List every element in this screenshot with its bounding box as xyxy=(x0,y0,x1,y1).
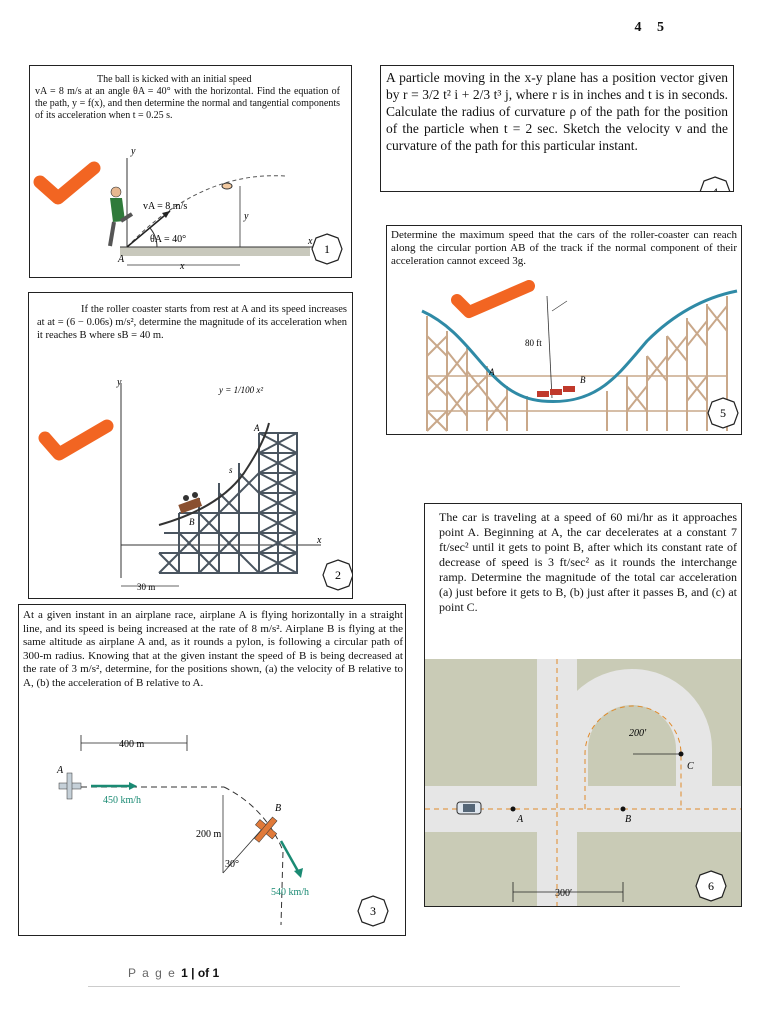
problem-4-panel xyxy=(380,65,734,199)
p2-label-B: B xyxy=(189,517,195,527)
problem-2-panel xyxy=(28,292,353,599)
problem-3-number-badge xyxy=(357,895,389,927)
p1-label-x: x xyxy=(180,261,185,272)
footer-divider xyxy=(88,986,680,987)
p1-label-theta: θA = 40° xyxy=(150,234,187,245)
problem-3-figure xyxy=(19,605,406,936)
problem-6-panel xyxy=(424,503,742,907)
problem-2-number-badge xyxy=(322,559,353,591)
problem-6-figure xyxy=(425,504,742,907)
p1-label-y-axis: y xyxy=(131,146,136,157)
p6-label-dist: 300′ xyxy=(555,888,573,899)
p3-label-A: A xyxy=(57,765,64,776)
p6-label-A: A xyxy=(517,814,524,825)
problem-4-number-badge xyxy=(699,176,731,199)
problem-3-text: At a given instant in an airplane race, airplane A is flying horizontally in a straight line, and its speed is being increased at the rate of 8 m/s². Airplane B is flying at the same altitude as airplane A and, as it rounds a pylon, is following a circular path of 300-m radius. Knowing that at the given instant the speed of B is being decreased at the rate of 3 m/s², determine, for the positions shown, (a) the velocity of B relative to A, (b) the acceleration of B relative to A. xyxy=(23,609,403,689)
p2-label-eq: y = 1/100 x² xyxy=(219,385,264,395)
airplane-A xyxy=(59,773,81,799)
svg-text:5: 5 xyxy=(720,406,726,420)
p2-label-x: x xyxy=(317,535,322,546)
checkmark-5 xyxy=(449,280,539,320)
p5-label-r: 80 ft xyxy=(525,338,542,348)
p2-label-dim: 30 m xyxy=(137,582,156,592)
svg-text:1: 1 xyxy=(324,242,330,256)
p3-label-vA: 450 km/h xyxy=(103,795,142,806)
p2-label-s: s xyxy=(229,465,233,475)
problem-4-text: A particle moving in the x-y plane has a position vector given by r = 3/2 t² i + 2/3 t³ j, where r is in inches and t is in seconds. Calculate the radius of curvature ρ of the path for the position of the particle when t = 2 sec. Sketch the velocity v and the curvature of the path for this particular instant. xyxy=(386,70,728,153)
problem-3-panel xyxy=(18,604,406,936)
car xyxy=(457,802,481,814)
checkmark-2 xyxy=(37,418,117,468)
p1-label-vA: vA = 8 m/s xyxy=(143,201,188,212)
footer-page-label: P a g e xyxy=(128,966,177,980)
p3-label-vB: 540 km/h xyxy=(271,887,310,898)
p2-label-y: y xyxy=(117,377,122,388)
problem-1-number-badge xyxy=(311,233,343,265)
airplane-B xyxy=(248,812,283,848)
problem-2-text: If the roller coaster starts from rest at A and its speed increases at at = (6 − 0.06s) m/s², determine the magnitude of its acceleration when it reaches B where sB = 40 m. xyxy=(37,304,347,341)
coaster-cars xyxy=(537,386,575,397)
problem-6-text: The car is traveling at a speed of 60 mi/hr as it approaches point A. Beginning at A, the car decelerates at a constant 7 ft/sec² until it gets to point B, after which its constant rate of decrease of speed is 3 ft/sec² as it rounds the interchange ramp. Determine the magnitude of the total car acceleration (a) just before it gets to B, (b) just after it passes B, and (c) at point C. xyxy=(439,510,737,614)
p6-label-r: 200′ xyxy=(629,728,647,739)
problem-5-panel xyxy=(386,225,742,435)
p3-label-B: B xyxy=(275,803,282,814)
kicker-figure xyxy=(110,187,132,246)
problem-5-figure xyxy=(387,226,742,435)
problem-6-number-badge xyxy=(695,870,727,902)
page-footer xyxy=(128,966,219,980)
p5-label-B: B xyxy=(580,375,586,385)
svg-text:3: 3 xyxy=(370,904,376,918)
checkmark-1 xyxy=(32,160,102,208)
p5-label-A: A xyxy=(489,367,495,377)
svg-text:4: 4 xyxy=(712,185,718,199)
p6-label-B: B xyxy=(625,814,632,825)
p6-label-C: C xyxy=(687,761,694,772)
svg-text:2: 2 xyxy=(335,568,341,582)
p3-label-r: 200 m xyxy=(196,829,222,840)
problem-1-panel xyxy=(29,65,352,278)
p3-label-dist: 400 m xyxy=(119,739,145,750)
p1-label-x-axis: x xyxy=(308,236,313,247)
p1-label-A: A xyxy=(118,254,125,265)
svg-text:6: 6 xyxy=(708,879,714,893)
problem-1-text: The ball is kicked with an initial speed vA = 8 m/s at an angle θA = 40° with the horizontal. Find the equation of the path, y = f(x), and then determine the normal and tangential components of its acceleration when t = 0.25 s. xyxy=(35,74,340,121)
p2-label-A: A xyxy=(254,423,260,433)
p1-label-y: y xyxy=(244,211,249,222)
problem-5-number-badge xyxy=(707,397,739,429)
footer-page-value: 1 | of 1 xyxy=(181,966,220,980)
page-number: 4 5 xyxy=(634,20,670,35)
problem-5-text: Determine the maximum speed that the cars of the roller-coaster can reach along the circular portion AB of the track if the normal component of their acceleration cannot exceed 3g. xyxy=(391,229,737,267)
p3-label-angle: 30° xyxy=(225,859,239,870)
